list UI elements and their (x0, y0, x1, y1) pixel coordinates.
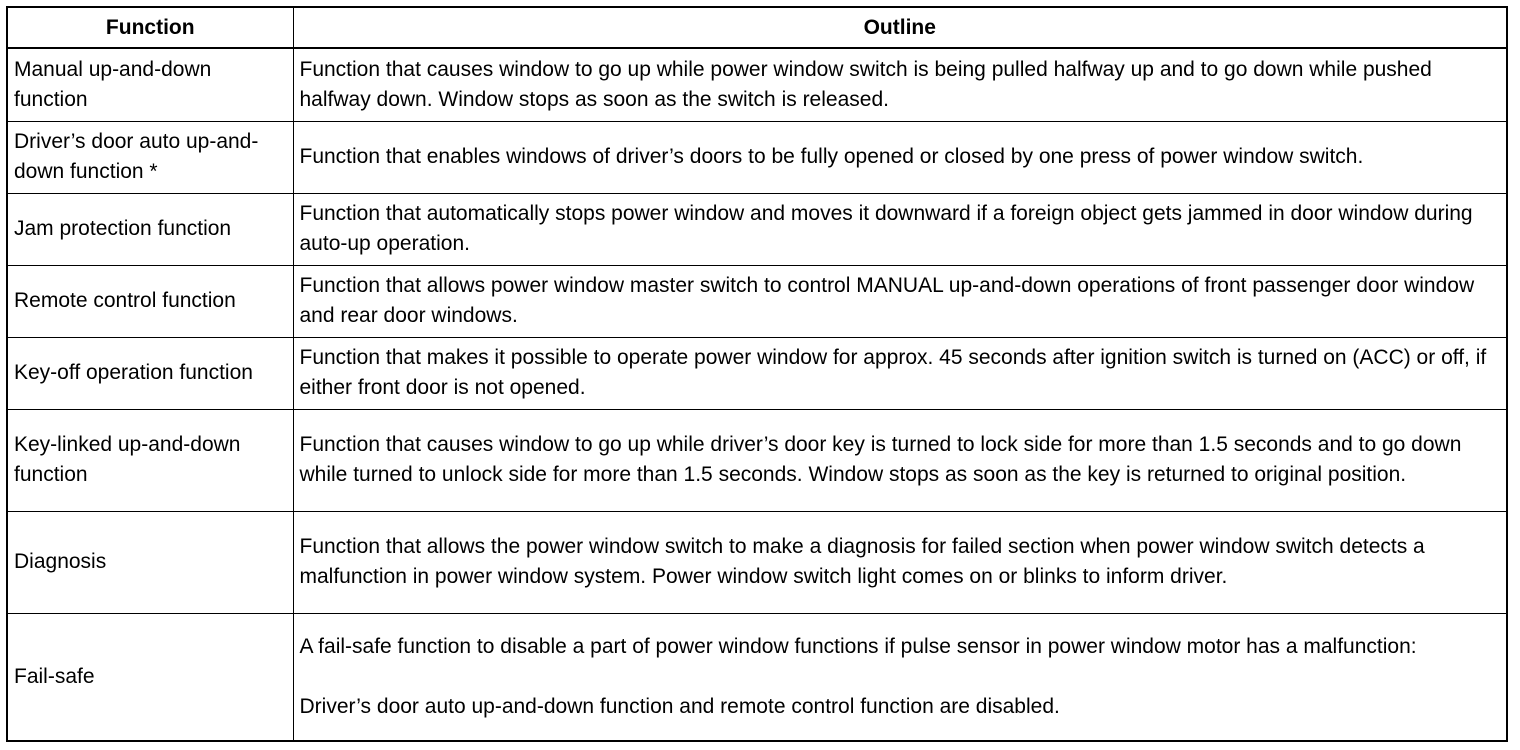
function-cell: Remote control function (7, 265, 293, 337)
outline-cell: Function that automatically stops power window and moves it downward if a foreign object gets jammed in door window during auto-up operation. (293, 193, 1507, 265)
function-cell: Manual up-and-down function (7, 48, 293, 121)
outline-cell: Function that allows power window master switch to control MANUAL up-and-down operations of front passenger door window and rear door windows. (293, 265, 1507, 337)
header-outline: Outline (293, 7, 1507, 48)
function-cell: Key-linked up-and-down function (7, 409, 293, 511)
table-row (7, 121, 1507, 193)
table-row (7, 613, 1507, 741)
header-function: Function (7, 7, 293, 48)
function-cell: Diagnosis (7, 511, 293, 613)
fail-safe-outline-line-2: Driver’s door auto up-and-down function and remote control function are disabled. (299, 694, 1060, 718)
outline-cell (293, 613, 1507, 741)
outline-cell: Function that allows the power window switch to make a diagnosis for failed section when power window switch detects a malfunction in power window system. Power window switch light comes on or blinks to inform driver. (293, 511, 1507, 613)
outline-cell: Function that enables windows of driver’s doors to be fully opened or closed by one press of power window switch. (293, 121, 1507, 193)
function-cell: Jam protection function (7, 193, 293, 265)
function-cell: Key-off operation function (7, 337, 293, 409)
function-outline-table (6, 6, 1508, 742)
outline-cell: Function that makes it possible to operate power window for approx. 45 seconds after ignition switch is turned on (ACC) or off, if either front door is not opened. (293, 337, 1507, 409)
table-header-row (7, 7, 1507, 48)
paragraph-spacer (300, 662, 1501, 692)
outline-cell: Function that causes window to go up while power window switch is being pulled halfway up and to go down while pushed halfway down. Window stops as soon as the switch is released. (293, 48, 1507, 121)
table-row (7, 193, 1507, 265)
function-outline-table-container (6, 6, 1506, 742)
function-cell: Fail-safe (7, 613, 293, 741)
function-cell: Driver’s door auto up-and-down function * (7, 121, 293, 193)
table-row (7, 265, 1507, 337)
fail-safe-outline-line-1: A fail-safe function to disable a part of power window functions if pulse sensor in power window motor has a malfunction: (299, 634, 1417, 658)
table-row (7, 511, 1507, 613)
table-row (7, 409, 1507, 511)
table-row (7, 48, 1507, 121)
table-row (7, 337, 1507, 409)
outline-cell: Function that causes window to go up while driver’s door key is turned to lock side for more than 1.5 seconds and to go down while turned to unlock side for more than 1.5 seconds. Window stops as soon as the key is returned to original position. (293, 409, 1507, 511)
